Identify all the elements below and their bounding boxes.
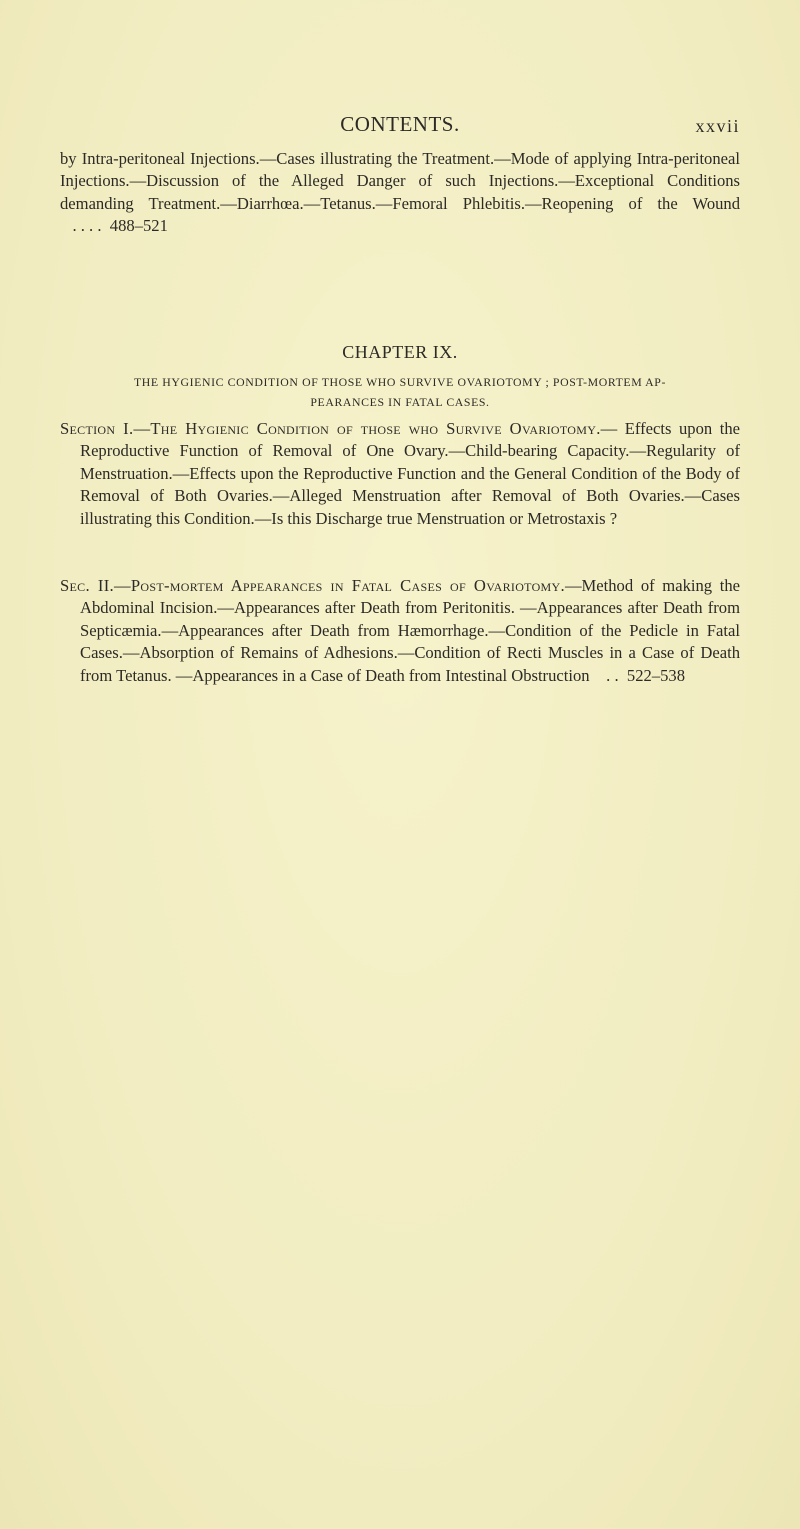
chapter-heading: CHAPTER IX. bbox=[342, 342, 458, 362]
chapter-subtitle-line-1: THE HYGIENIC CONDITION OF THOSE WHO SURVIVE OVARIOTOMY ; POST-MORTEM AP- bbox=[133, 375, 666, 389]
continued-entry-body: by Intra-peritoneal Injections.—Cases illustrating the Treatment.—Mode of applying Intra-peritoneal Injections.—Discussion of the Alleged Danger of such Injections.—Exceptional Conditions demanding Treatment.—Diarrhœa.—Tetanus.—Femoral Phlebitis.—Reopening of the Wound bbox=[60, 149, 740, 213]
chapter-subtitle-line-2: PEARANCES IN FATAL CASES. bbox=[310, 395, 490, 409]
page-number: xxvii bbox=[695, 116, 740, 136]
section-2-entry bbox=[60, 575, 740, 687]
section-1-text bbox=[60, 418, 740, 530]
section-1-title: —The Hygienic Condition of those who Survive Ovariotomy. bbox=[133, 419, 601, 438]
section-2-label: Sec. II. bbox=[60, 576, 114, 595]
section-1-label: Section I. bbox=[60, 419, 134, 438]
leader-dots: . . . . bbox=[72, 216, 102, 236]
section-1-body: — Effects upon the Reproductive Function of Removal of One Ovary.—Child-bearing Capacity.—Regularity of Menstruation.—Effects upon the Reproductive Function and the General Condition of the Body of Removal of Both Ovaries.—Alleged Menstruation after Removal of Both Ovaries.—Cases illustrating this Condition.—Is this Discharge true Menstruation or Metrostaxis ? bbox=[80, 419, 741, 528]
page-range: 522–538 bbox=[626, 665, 685, 685]
running-title: CONTENTS. bbox=[340, 112, 460, 136]
continued-entry-text bbox=[60, 148, 740, 238]
chapter-subtitle bbox=[60, 372, 740, 412]
section-2-text bbox=[60, 575, 740, 687]
section-1-entry bbox=[60, 418, 740, 530]
continued-entry bbox=[60, 148, 740, 238]
section-2-title: —Post-mortem Appearances in Fatal Cases of Ovariotomy. bbox=[113, 576, 565, 595]
running-header bbox=[60, 112, 740, 142]
section-2-body: —Method of making the Abdominal Incision.—Appearances after Death from Peritonitis. —Appearances after Death from Septicæmia.—Appearances after Death from Hæmorrhage.—Condition of the Pedicle in Fatal Cases.—Absorption of Remains of Adhesions.—Condition of Recti Muscles in a Case of Death from Tetanus. —Appearances in a Case of Death from Intestinal Obstruction bbox=[80, 576, 741, 685]
page-range: 488–521 bbox=[109, 216, 168, 236]
leader-dots: . . bbox=[606, 665, 619, 685]
